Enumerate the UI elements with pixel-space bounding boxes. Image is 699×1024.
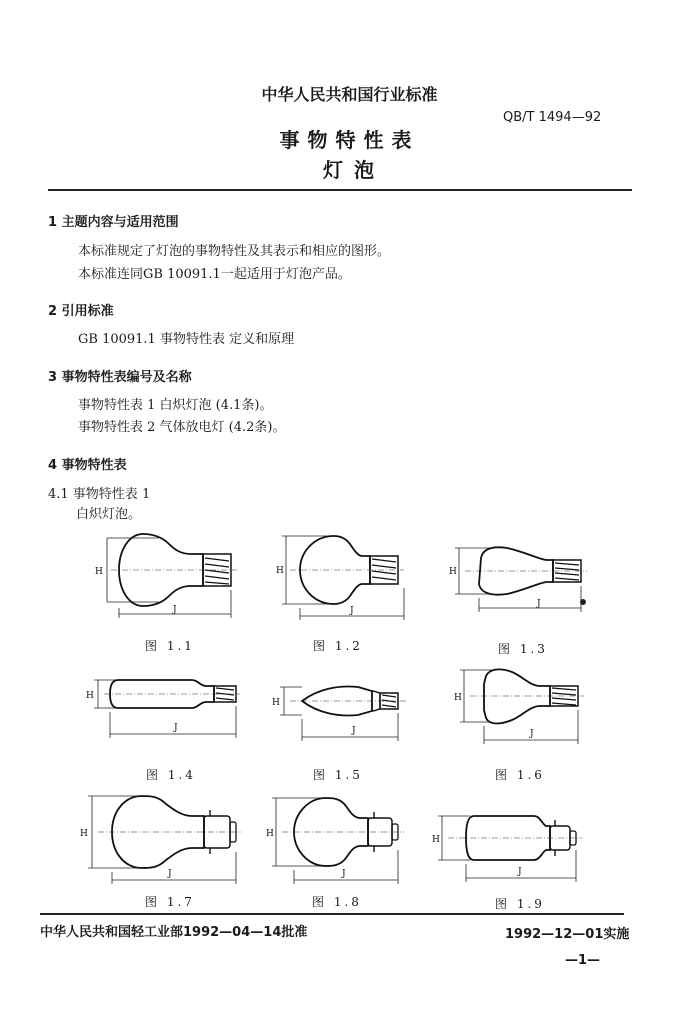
figure-1-5-caption: 图 1.5 bbox=[313, 768, 363, 782]
figure-1-5-j-label: J bbox=[352, 726, 356, 736]
figure-1-1-drawing bbox=[85, 528, 245, 623]
section-2-para-1: GB 10091.1 事物特性表 定义和原理 bbox=[78, 332, 295, 347]
figure-1-6-h-label: H bbox=[454, 693, 462, 703]
section-4-1-heading: 4.1 事物特性表 1 bbox=[48, 487, 151, 502]
section-1-para-2: 本标准连同GB 10091.1一起适用于灯泡产品。 bbox=[78, 267, 351, 282]
figure-1-6-caption: 图 1.6 bbox=[495, 768, 545, 782]
figure-1-2-h-label: H bbox=[276, 566, 284, 576]
section-2-heading: 2 引用标准 bbox=[48, 304, 114, 319]
figure-1-8-caption: 图 1.8 bbox=[312, 895, 362, 909]
section-3-para-2: 事物特性表 2 气体放电灯 (4.2条)。 bbox=[78, 420, 286, 435]
figure-1-5-drawing bbox=[268, 675, 418, 745]
figure-1-3-caption: 图 1.3 bbox=[498, 642, 548, 656]
document-title: 事物特性表 bbox=[279, 128, 420, 152]
figure-1-7-drawing bbox=[78, 788, 248, 888]
effective-date: 1992—12—01实施 bbox=[505, 927, 630, 942]
standard-title: 中华人民共和国行业标准 bbox=[261, 85, 438, 104]
figure-1-9-j-label: J bbox=[518, 867, 522, 877]
figure-1-9-h-label: H bbox=[432, 835, 440, 845]
figure-1-3-drawing bbox=[445, 528, 595, 623]
figure-1-4-h-label: H bbox=[86, 691, 94, 701]
section-3-para-1: 事物特性表 1 白炽灯泡 (4.1条)。 bbox=[78, 398, 273, 413]
figure-1-4-caption: 图 1.4 bbox=[146, 768, 196, 782]
figure-1-1-caption: 图 1.1 bbox=[145, 639, 195, 653]
title-divider bbox=[48, 189, 632, 191]
figure-1-8-drawing bbox=[262, 788, 412, 888]
section-1-para-1: 本标准规定了灯泡的事物特性及其表示和相应的图形。 bbox=[78, 244, 391, 259]
figure-1-4-drawing bbox=[80, 672, 245, 742]
section-1-heading: 1 主题内容与适用范围 bbox=[48, 215, 179, 230]
document-subtitle: 灯 泡 bbox=[323, 158, 376, 182]
figure-1-8-j-label: J bbox=[342, 869, 346, 879]
figure-1-4-j-label: J bbox=[174, 723, 178, 733]
section-4-heading: 4 事物特性表 bbox=[48, 458, 127, 473]
footer-divider bbox=[40, 913, 624, 915]
page-number: —1— bbox=[565, 953, 601, 968]
figure-1-7-j-label: J bbox=[168, 869, 172, 879]
figure-1-7-caption: 图 1.7 bbox=[145, 895, 195, 909]
figure-1-5-h-label: H bbox=[272, 698, 280, 708]
approval-note: 中华人民共和国轻工业部1992—04—14批准 bbox=[40, 925, 308, 940]
figure-1-7-h-label: H bbox=[80, 829, 88, 839]
figure-1-3-h-label: H bbox=[449, 567, 457, 577]
section-4-1-text: 白炽灯泡。 bbox=[76, 507, 142, 522]
figure-1-9-drawing bbox=[430, 800, 590, 890]
figure-1-6-drawing bbox=[450, 662, 595, 747]
figure-1-3-j-label: J bbox=[537, 599, 541, 609]
figure-1-9-caption: 图 1.9 bbox=[495, 897, 545, 911]
figure-1-2-drawing bbox=[272, 528, 412, 623]
figure-1-1-h-label: H bbox=[95, 567, 103, 577]
figure-1-2-j-label: J bbox=[350, 606, 354, 616]
standard-code: QB/T 1494—92 bbox=[503, 110, 602, 125]
figure-1-2-caption: 图 1.2 bbox=[313, 639, 363, 653]
figure-1-6-j-label: J bbox=[530, 729, 534, 739]
figure-1-8-h-label: H bbox=[266, 829, 274, 839]
section-3-heading: 3 事物特性表编号及名称 bbox=[48, 370, 192, 385]
figure-1-1-j-label: J bbox=[173, 605, 177, 615]
